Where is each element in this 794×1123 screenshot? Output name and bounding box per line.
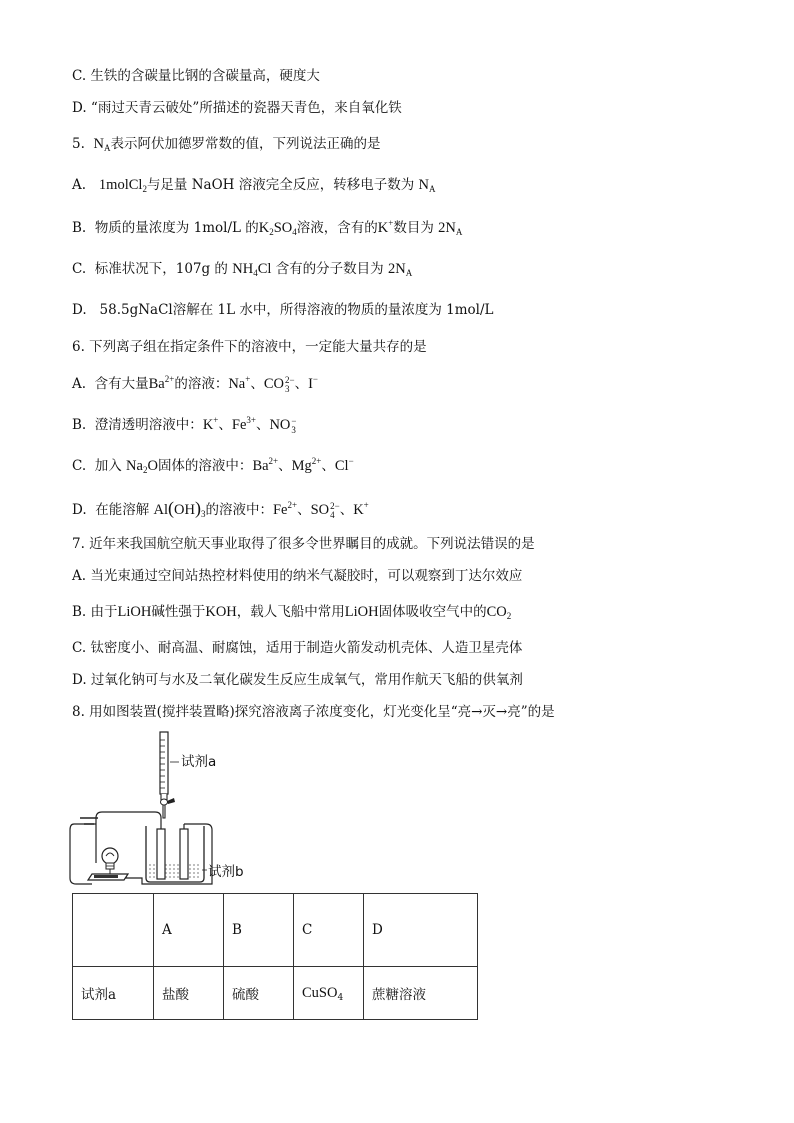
table-row <box>73 967 478 1020</box>
table-header-cell: D <box>364 894 478 967</box>
lamp-icon <box>88 848 128 880</box>
table-header-row <box>73 894 478 967</box>
q5-option-d: D. 58.5gNaCl溶解在 1L 水中，所得溶液的物质的量浓度为 1mol/L <box>72 302 494 318</box>
table-header-cell: A <box>154 894 224 967</box>
q5-number: 5. <box>72 136 85 152</box>
q7-option-d: D. 过氧化钠可与水及二氧化碳发生反应生成氧气，常用作航天飞船的供氧剂 <box>72 672 523 688</box>
reagent-a-label: 试剂a <box>181 754 217 770</box>
electrodes <box>157 824 188 879</box>
q6-option-c: C. 加入 $Na_2O$固体的溶液中：$Ba^{2+}$、$Mg^{2+}$、Cl− <box>72 456 354 475</box>
q5-option-c: C. 标准状况下，107g 的 $NH_4Cl$ 含有的分子数目为 $2N_A$ <box>72 261 413 278</box>
table-cell: 硫酸 <box>224 967 294 1020</box>
table-header-cell: B <box>224 894 294 967</box>
reagent-b-label: 试剂b <box>208 864 244 880</box>
q4-option-d: D. “雨过天青云破处”所描述的瓷器天青色，来自氧化铁 <box>72 100 402 116</box>
q5-na-symbol: $N_A$ <box>93 136 111 153</box>
q6-stem: 6. 下列离子组在指定条件下的溶液中，一定能大量共存的是 <box>72 339 427 355</box>
q5-option-b: B. 物质的量浓度为 1mol/L 的$K_2SO_4$溶液，含有的K+数目为 $2N_A$ <box>72 218 463 237</box>
q7-option-b: B. 由于LiOH碱性强于KOH，载人飞船中常用LiOH固体吸收空气中的$CO_2$ <box>72 604 512 621</box>
table-cell: CuSO$_4$ <box>294 967 364 1020</box>
table-cell: 蔗糖溶液 <box>364 967 478 1020</box>
q5-stem-text: 表示阿伏加德罗常数的值，下列说法正确的是 <box>110 136 381 152</box>
q6-option-d: D. 在能溶解 $Al(OH)_3$的溶液中：$Fe^{2+}$、SO 2− 4 、K+ <box>72 498 369 520</box>
q7-stem: 7. 近年来我国航空航天事业取得了很多令世界瞩目的成就。下列说法错误的是 <box>72 536 535 552</box>
q8-stem: 8. 用如图装置(搅拌装置略)探究溶液离子浓度变化，灯光变化呈“亮→灭→亮”的是 <box>72 704 555 720</box>
q4-option-c: C. 生铁的含碳量比钢的含碳量高，硬度大 <box>72 68 320 84</box>
table-header-cell <box>73 894 154 967</box>
beaker <box>146 826 204 882</box>
burette <box>160 732 175 818</box>
reagent-table <box>72 893 478 1020</box>
q7-option-c: C. 钛密度小、耐高温、耐腐蚀，适用于制造火箭发动机壳体、人造卫星壳体 <box>72 640 523 656</box>
table-header-cell: C <box>294 894 364 967</box>
q5-stem <box>72 135 380 153</box>
conductivity-apparatus-diagram <box>62 728 322 888</box>
table-cell: 盐酸 <box>154 967 224 1020</box>
table-row-label: 试剂a <box>73 967 154 1020</box>
q7-option-a: A. 当光束通过空间站热控材料使用的纳米气凝胶时，可以观察到丁达尔效应 <box>72 568 523 584</box>
q6-option-b: B. 澄清透明溶液中：K+、$Fe^{3+}$、NO − 3 <box>72 415 297 435</box>
q6-option-a: A. 含有大量$Ba^{2+}$的溶液：Na+、CO 2− 3 、I− <box>72 374 318 394</box>
q5-option-a: A. 1molCl$_2$与足量 NaOH 溶液完全反应，转移电子数为 $N_A$ <box>72 177 436 194</box>
